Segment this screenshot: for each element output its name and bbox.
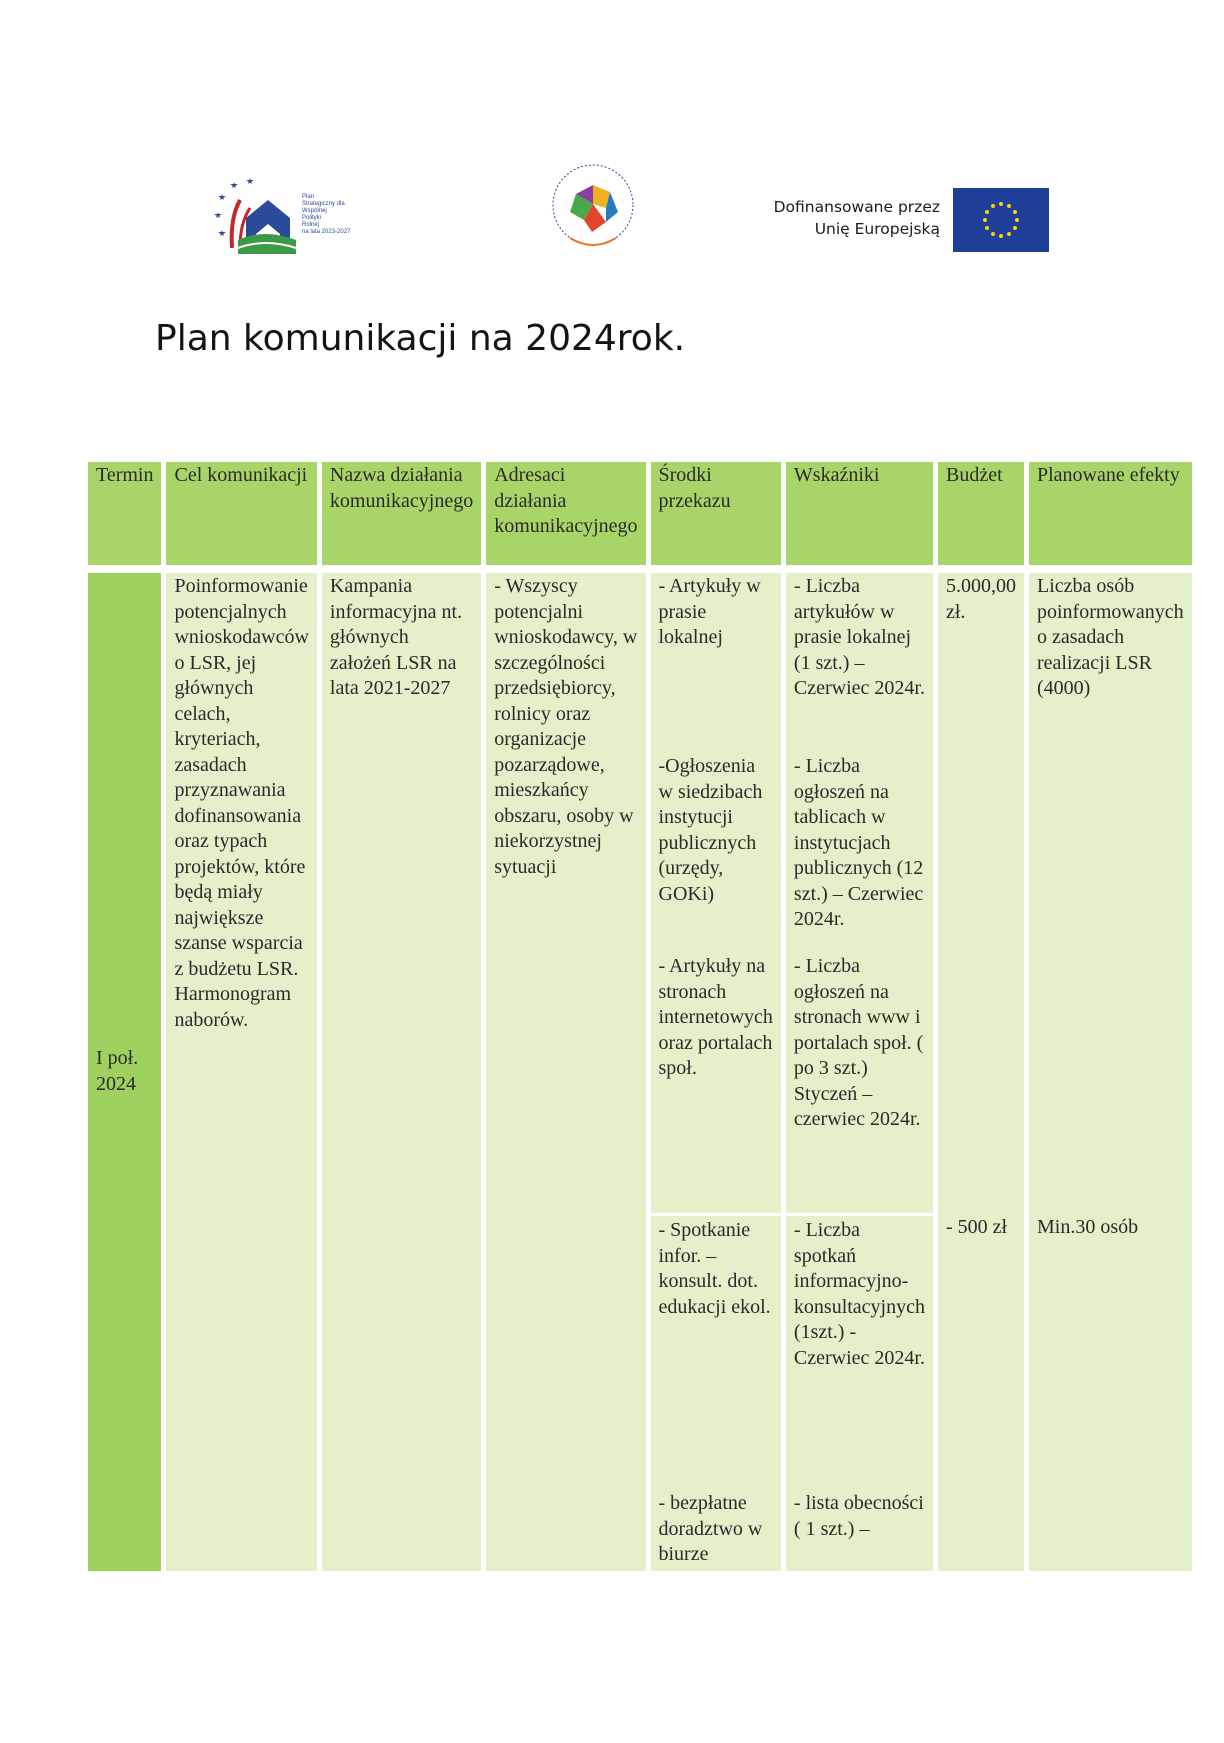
indicators-item: - Liczba ogłoszeń na tablicach w instytucjach publicznych (12 szt.) – Czerwiec 2024r. [793,755,924,930]
goal-cell: Poinformowanie potencjalnych wnioskodawców o LSR, jej głównych celach, kryteriach, zasadach przyznawania dofinansowania oraz typach projektów, które będą miały największe szanse wsparcia z budżetu LSR. Harmonogram naborów. [166,565,316,1571]
header-term: Termin [88,462,161,565]
logos-bar [0,160,1224,270]
indicators-item: - Liczba artykułów w prasie lokalnej (1 szt.) – Czerwiec 2024r. [793,575,925,699]
page-title: Plan komunikacji na 2024rok. [155,318,686,359]
centrum-logo [548,160,638,260]
action-name-cell: Kampania informacyjna nt. głównych założeń LSR na lata 2021-2027 [322,565,481,1571]
eu-flag-icon [953,188,1049,252]
header-budget: Budżet [938,462,1024,565]
psp-emblem-icon [210,178,302,258]
effects-item: Min.30 osób [1037,1216,1139,1238]
eu-stars-icon [953,188,1049,252]
means-item: - Artykuły w prasie lokalnej [658,575,761,648]
psp-logo [210,178,380,258]
header-recipients: Adresaci działania komunikacyjnego [486,462,645,565]
effects-cell [1029,565,1192,1571]
communication-plan-table [83,462,1197,1571]
psp-logo-text: Plan Strategiczny dla Wspólnej Polityki Rolnej na lata 2023-2027 [302,194,351,235]
header-goal: Cel komunikacji [166,462,316,565]
budget-item: 5.000,00 zł. [946,575,1016,623]
eu-funding-text: Dofinansowane przez Unię Europejską [773,198,940,238]
means-item: - Spotkanie infor. – konsult. dot. edukacji ekol. [658,1219,771,1318]
means-cell [651,565,781,1571]
centrum-emblem-icon [548,160,638,260]
indicators-cell [786,565,933,1571]
effects-item: Liczba osób poinformowanych o zasadach realizacji LSR (4000) [1037,575,1184,699]
indicators-item: - Liczba spotkań informacyjno-konsultacyjnych (1szt.) - Czerwiec 2024r. [793,1219,925,1369]
recipients-cell: - Wszyscy potencjalni wnioskodawcy, w szczególności przedsiębiorcy, rolnicy oraz organizacje pozarządowe, mieszkańcy obszaru, osoby w niekorzystnej sytuacji [486,565,645,1571]
means-item: -Ogłoszenia w siedzibach instytucji publicznych (urzędy, GOKi) [658,755,763,905]
header-effects: Planowane efekty [1029,462,1192,565]
indicators-item: - Liczba ogłoszeń na stronach www i portalach społ. ( po 3 szt.) Styczeń – czerwiec 2024r. [793,955,924,1130]
table-header-row [88,462,1192,565]
header-indicators: Wskaźniki [786,462,933,565]
means-item: - bezpłatne doradztwo w biurze [658,1492,763,1565]
budget-cell [938,565,1024,1571]
header-means: Środki przekazu [651,462,781,565]
indicators-item: - lista obecności ( 1 szt.) – [793,1492,924,1540]
means-item: - Artykuły na stronach internetowych oraz portalach społ. [658,955,773,1079]
header-action-name: Nazwa działania komunikacyjnego [322,462,481,565]
term-cell: I poł. 2024 [88,565,161,1571]
table-row [88,565,1192,1571]
budget-item: - 500 zł [946,1216,1008,1238]
